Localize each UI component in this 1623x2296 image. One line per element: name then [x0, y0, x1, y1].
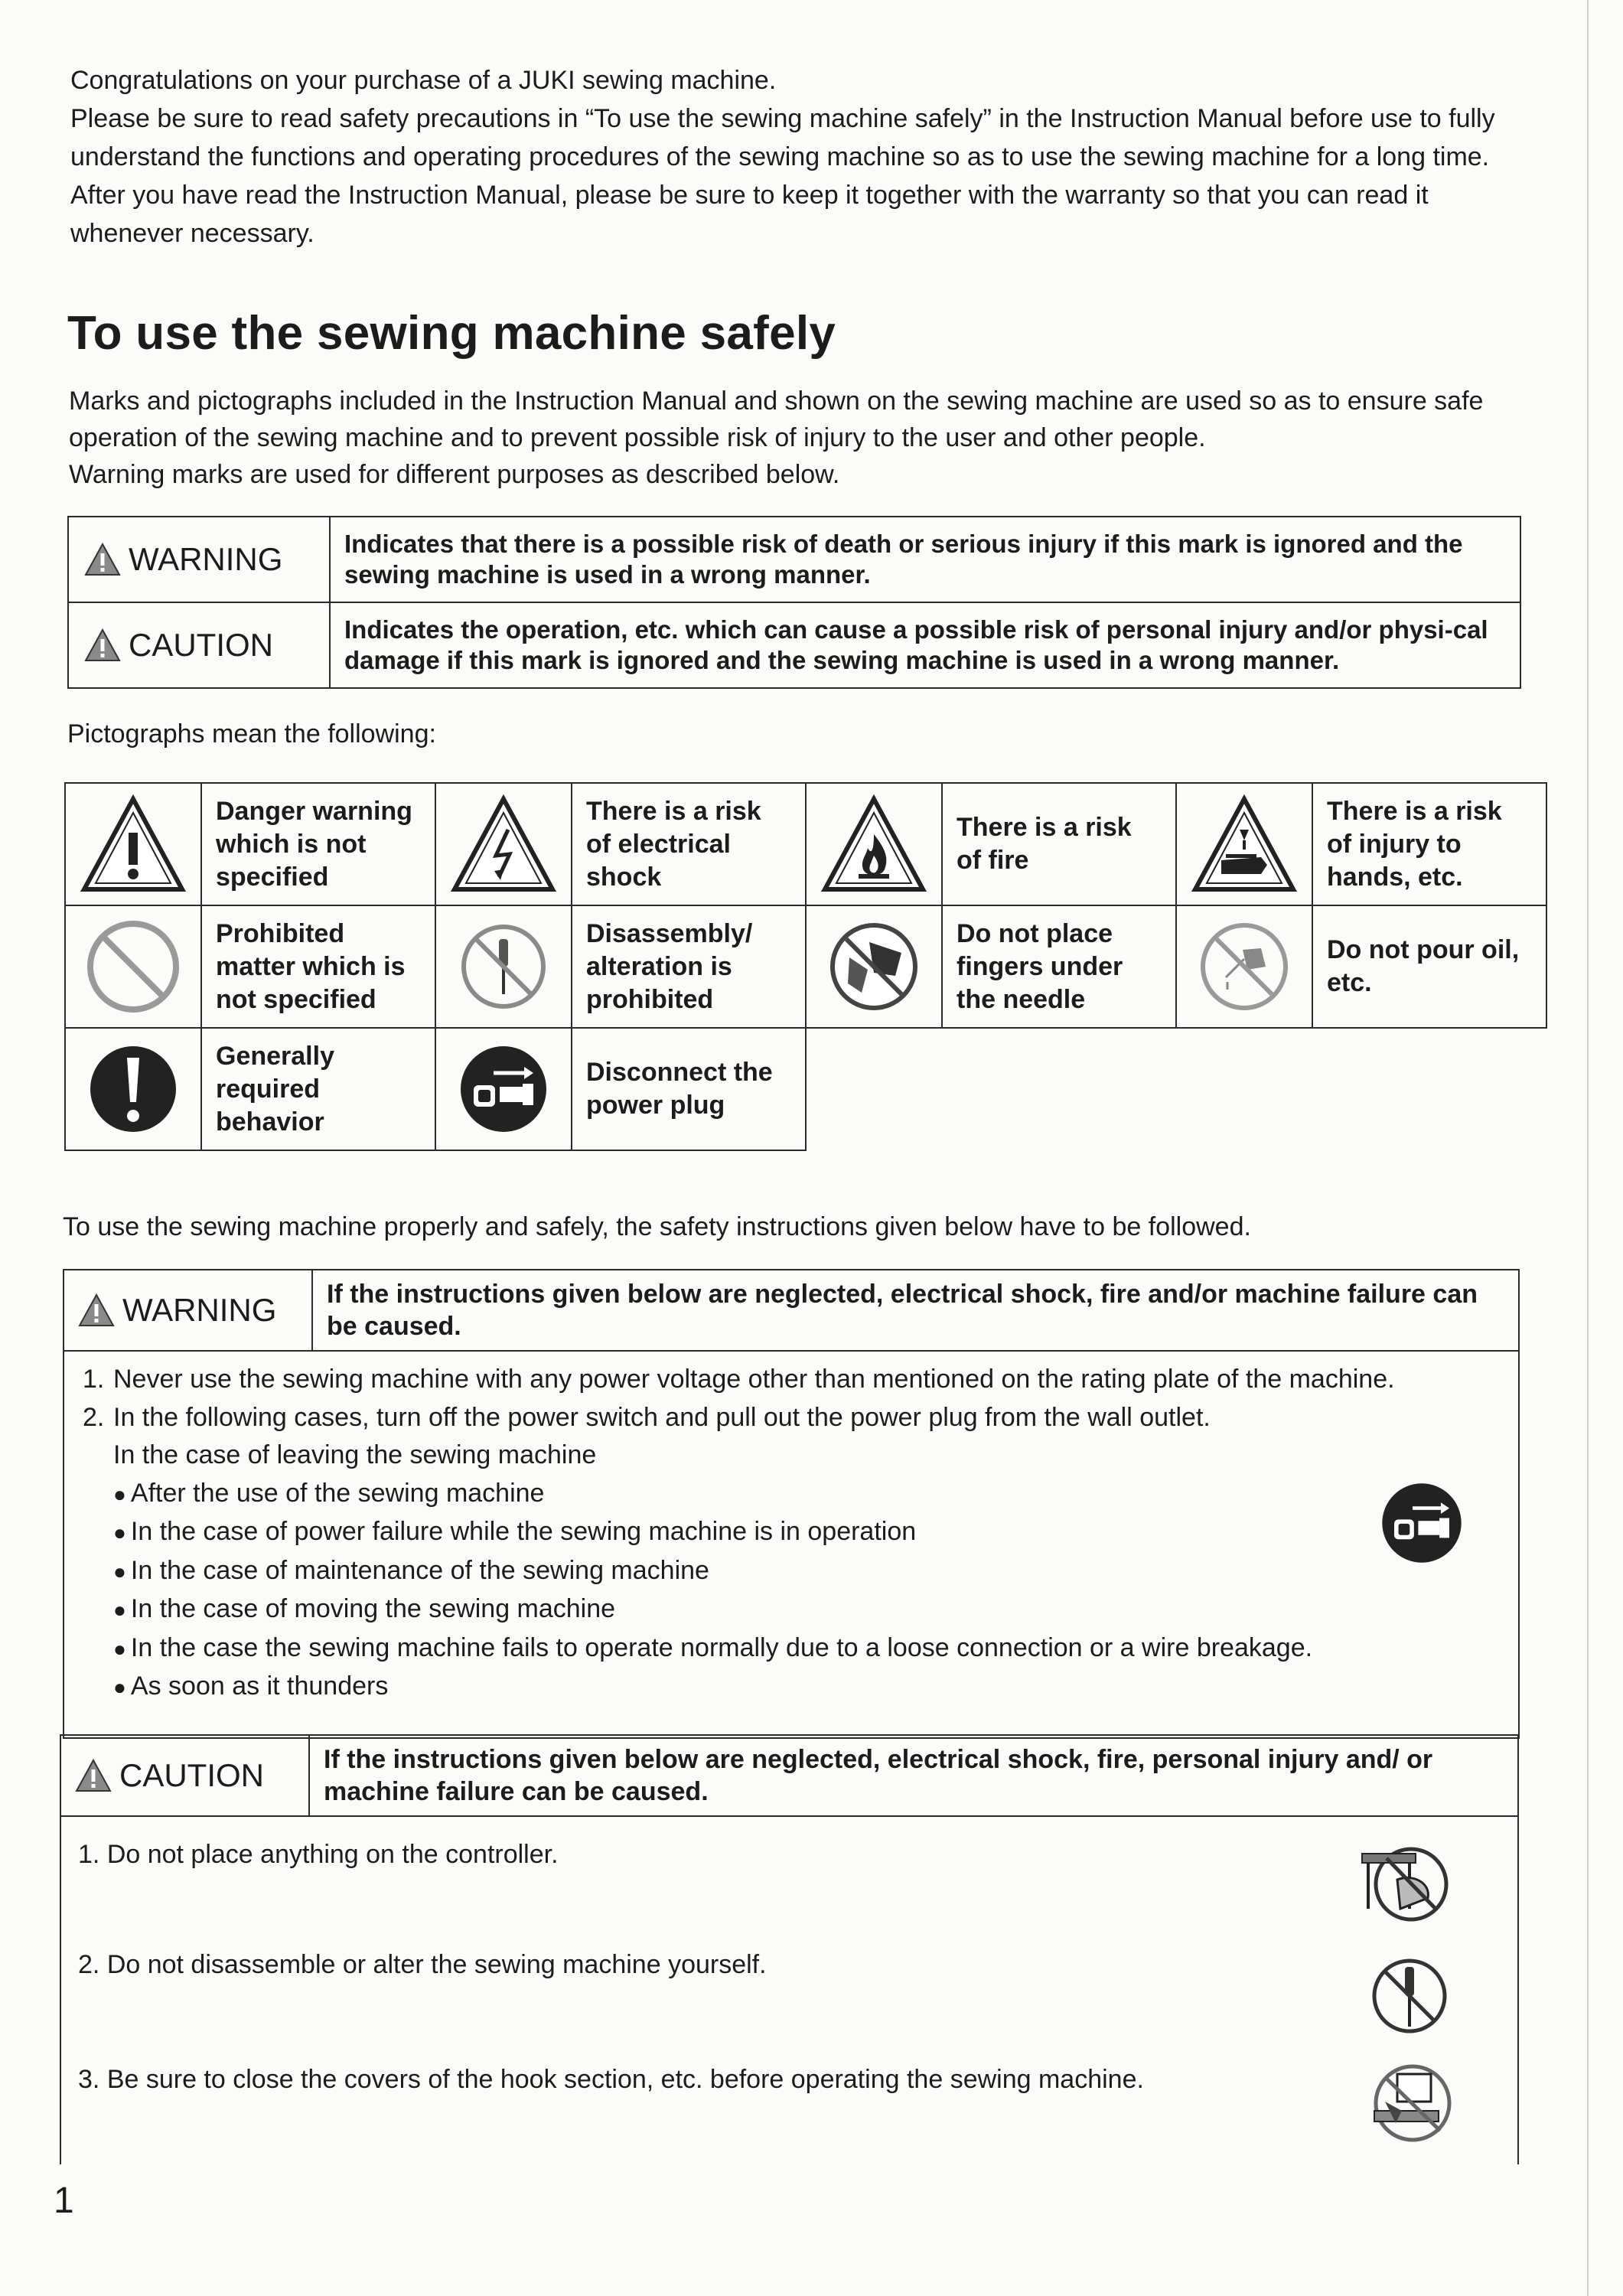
prohibited-cell	[65, 905, 201, 1028]
marks-description	[69, 383, 1538, 493]
caution-section-description: If the instructions given below are neglected, electrical shock, fire, personal injury and/ or machine failure can be caused.	[324, 1745, 1433, 1806]
list-subheading: In the case of leaving the sewing machine	[113, 1440, 597, 1469]
danger-warning-cell	[65, 783, 201, 905]
caution-label: CAUTION	[129, 627, 273, 663]
item-number: 1.	[78, 1840, 100, 1869]
no-fingers-needle-icon	[826, 919, 921, 1014]
intro-line: Congratulations on your purchase of a JUKI sewing machine.	[70, 66, 777, 95]
no-oil-icon	[1197, 919, 1292, 1014]
warning-triangle-icon	[78, 1293, 115, 1327]
warning-description: Indicates that there is a possible risk of death or serious injury if this mark is ignored and the sewing machine is used in a wrong manner.	[330, 517, 1520, 602]
disconnect-plug-icon	[454, 1039, 553, 1139]
table-row	[68, 517, 1520, 602]
warning-triangle-icon	[84, 543, 121, 576]
item-text: Do not disassemble or alter the sewing machine yourself.	[106, 1950, 767, 1979]
table-row	[65, 905, 1546, 1028]
caution-section	[60, 1734, 1519, 2164]
no-disassembly-icon	[1370, 1950, 1449, 2044]
caution-section-label-cell	[61, 1736, 310, 1815]
item-text: Be sure to close the covers of the hook section, etc. before operating the sewing machine.	[106, 2065, 1144, 2094]
intro-paragraph: After you have read the Instruction Manual, please be sure to keep it together with the warranty so that you can read it whenever necessary.	[70, 181, 1429, 248]
warning-section-header	[64, 1270, 1518, 1352]
hand-injury-icon	[1191, 794, 1298, 894]
pictograph-text: Prohibited matter which is not specified	[201, 905, 435, 1028]
caution-triangle-icon	[84, 628, 121, 662]
pictograph-text: There is a risk of injury to hands, etc.	[1312, 783, 1546, 905]
no-items-on-controller-icon	[1351, 1838, 1451, 1934]
required-behavior-cell	[65, 1028, 201, 1150]
no-fingers-needle-cell	[806, 905, 942, 1028]
disconnect-plug-cell	[435, 1028, 572, 1150]
hand-injury-cell	[1176, 783, 1312, 905]
table-row	[68, 602, 1520, 688]
bullet-item: ● As soon as it thunders	[83, 1668, 1518, 1707]
bullet-item: ● In the case of moving the sewing machine	[83, 1590, 1518, 1629]
item-text: Never use the sewing machine with any power voltage other than mentioned on the rating plate of the machine.	[113, 1365, 1395, 1394]
bullet-item: ● In the case of power failure while the sewing machine is in operation	[83, 1513, 1518, 1552]
pictograph-text: Disconnect the power plug	[572, 1028, 806, 1150]
warning-section-label-cell	[64, 1270, 313, 1350]
no-disassembly-cell	[435, 905, 572, 1028]
page-title: To use the sewing machine safely	[67, 307, 836, 360]
list-item	[78, 1840, 559, 1870]
bullet-item: ● In the case the sewing machine fails to operate normally due to a loose connection or a wire breakage.	[83, 1629, 1518, 1668]
close-covers-icon	[1357, 2057, 1457, 2151]
electrical-shock-cell	[435, 783, 572, 905]
list-item	[78, 2065, 1144, 2095]
warning-label: WARNING	[129, 541, 283, 577]
scan-edge-line	[1587, 0, 1589, 2296]
caution-triangle-icon	[75, 1759, 112, 1792]
warning-section-label: WARNING	[122, 1292, 277, 1328]
prohibited-icon	[83, 917, 183, 1016]
caution-description: Indicates the operation, etc. which can cause a possible risk of personal injury and/or physi-cal damage if this mark is ignored and the sewing machine is used in a wrong manner.	[330, 602, 1520, 688]
table-row	[65, 783, 1546, 905]
pictograph-text: Disassembly/ alteration is prohibited	[572, 905, 806, 1028]
fire-risk-cell	[806, 783, 942, 905]
intro-text	[70, 61, 1524, 253]
fire-risk-icon	[820, 794, 927, 894]
warning-section-description: If the instructions given below are neglected, electrical shock, fire and/or machine failure can be caused.	[327, 1280, 1478, 1341]
caution-section-header	[61, 1736, 1517, 1817]
follow-instructions-text: To use the sewing machine properly and safely, the safety instructions given below have to be followed.	[63, 1212, 1251, 1241]
warning-instructions-list	[64, 1352, 1518, 1707]
disconnect-plug-icon	[1376, 1477, 1468, 1573]
caution-section-label: CAUTION	[119, 1757, 264, 1793]
pictograph-text: There is a risk of electrical shock	[572, 783, 806, 905]
danger-warning-icon	[80, 794, 187, 894]
page-number: 1	[54, 2180, 74, 2221]
pictograph-text: There is a risk of fire	[942, 783, 1176, 905]
item-number: 2.	[78, 1950, 100, 1979]
list-item	[78, 1950, 767, 1980]
pictograph-text: Do not place fingers under the needle	[942, 905, 1176, 1028]
pictographs-intro: Pictographs mean the following:	[67, 719, 436, 748]
item-text: In the following cases, turn off the power switch and pull out the power plug from the wall outlet.	[113, 1402, 1211, 1432]
no-oil-cell	[1176, 905, 1312, 1028]
marks-paragraph: Marks and pictographs included in the Instruction Manual and shown on the sewing machine are used so as to ensure safe operation of the sewing machine and to prevent possible risk of injury to the user and other people.	[69, 386, 1484, 452]
electrical-shock-icon	[450, 794, 557, 894]
item-number: 2.	[83, 1402, 105, 1432]
pictograph-text: Do not pour oil, etc.	[1312, 905, 1546, 1028]
list-item	[83, 1399, 1518, 1437]
no-disassembly-icon	[458, 921, 549, 1013]
list-item	[83, 1361, 1518, 1399]
marks-paragraph: Warning marks are used for different purposes as described below.	[69, 460, 840, 489]
required-behavior-icon	[83, 1039, 183, 1139]
item-number: 1.	[83, 1365, 105, 1394]
bullet-item: ● In the case of maintenance of the sewing machine	[83, 1552, 1518, 1591]
warning-label-cell	[68, 517, 330, 602]
warning-levels-table	[67, 516, 1521, 689]
bullet-item: ● After the use of the sewing machine	[83, 1475, 1518, 1514]
table-row	[65, 1028, 1546, 1150]
item-text: Do not place anything on the controller.	[106, 1840, 559, 1869]
item-number: 3.	[78, 2065, 100, 2094]
caution-label-cell	[68, 602, 330, 688]
intro-paragraph: Please be sure to read safety precautions in “To use the sewing machine safely” in the Instruction Manual before use to fully understand the functions and operating procedures of the sewing machine so as to use the sewing machine for a long time.	[70, 104, 1495, 171]
pictograph-text: Generally required behavior	[201, 1028, 435, 1150]
pictographs-table	[64, 782, 1547, 1151]
pictograph-text: Danger warning which is not specified	[201, 783, 435, 905]
warning-section	[63, 1269, 1520, 1739]
